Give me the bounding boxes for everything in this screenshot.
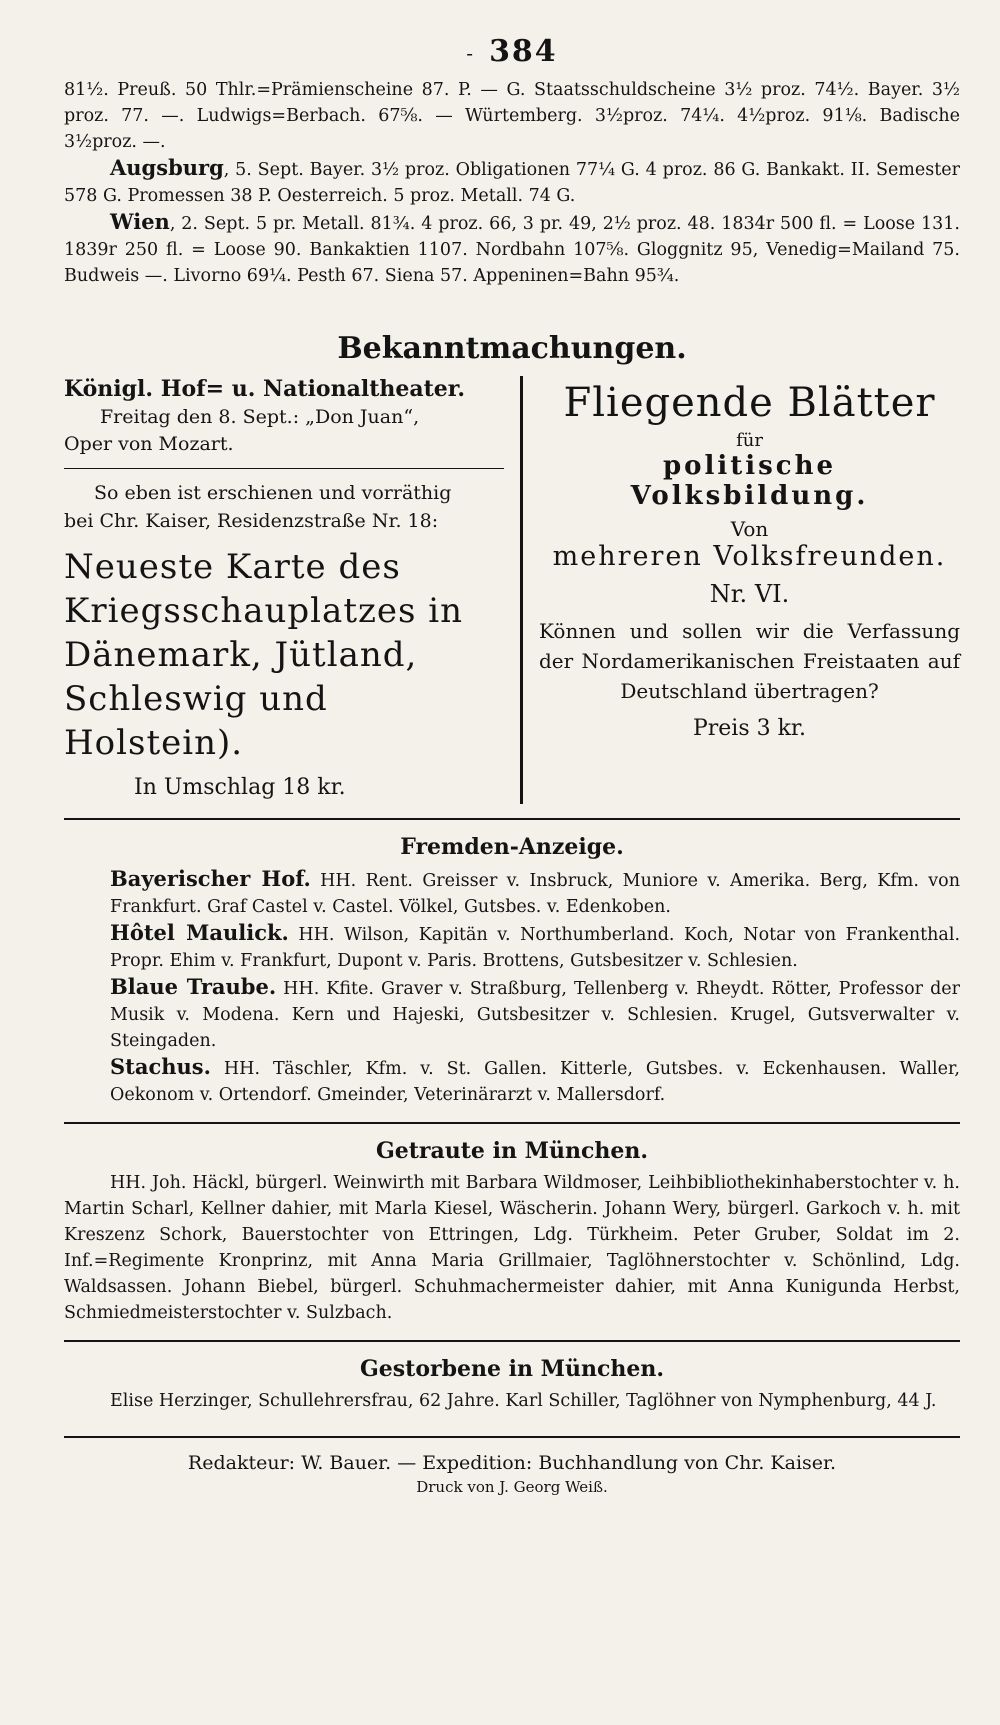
market-line-prussia: 81½. Preuß. 50 Thlr.=Prämienscheine 87. P. — G. Staatsschuldscheine 3½ proz. 74½. Bayer. 3½ proz. 77. —. Ludwigs=Berbach. 67⅝. — Würtemberg. 3½proz. 74¼. 4½proz. 91⅛. Badische 3½proz. —. <box>64 80 960 152</box>
list-item <box>64 866 960 920</box>
section-rule <box>64 818 960 820</box>
right-column <box>523 376 960 804</box>
announcements-title: Bekanntmachungen. <box>337 331 687 366</box>
list-item <box>64 974 960 1054</box>
guest-text: HH. Wilson, Kapitän v. Northumberland. Koch, Notar von Frankenthal. Propr. Ehim v. Frankfurt, Dupont v. Paris. Brottens, Gutsbesitzer v. Schlesien. <box>110 925 961 971</box>
footer-druck: Druck von J. Georg Weiß. <box>416 1478 608 1496</box>
getraute-title: Getraute in München. <box>375 1138 648 1164</box>
announcements-columns <box>64 376 960 804</box>
fliegende-subtitle: politische Volksbildung. <box>630 451 869 511</box>
guest-text: HH. Kfite. Graver v. Straßburg, Tellenberg v. Rheydt. Rötter, Professor der Musik v. Modena. Kern und Hajeski, Gutsbesitzer v. Schlesien. Krugel, Gutsverwalter v. Steingaden. <box>110 979 960 1051</box>
getraute-text: HH. Joh. Häckl, bürgerl. Weinwirth mit Barbara Wildmoser, Leihbibliothekinhaberstochter v. h. Martin Scharl, Kellner dahier, mit Marla Kiesel, Wäscherin. Johann Wery, bürgerl. Garkoch v. h. mit Kreszenz Schork, Bauerstochter von Ettringen, Ldg. Türkheim. Peter Gruber, Soldat im 2. Inf.=Regimente Kronprinz, mit Anna Maria Grillmaier, Taglöhnerstochter v. Schönlind, Ldg. Waldsassen. Johann Biebel, bürgerl. Schuhmachermeister dahier, mit Anna Kunigunda Herbst, Schmiedmeisterstochter v. Sulzbach. <box>64 1173 960 1323</box>
city-wien: Wien <box>110 209 170 234</box>
kaiser-line-1: So eben ist erschienen und vorräthig <box>94 482 452 504</box>
left-column <box>64 376 523 804</box>
list-item <box>64 1054 960 1108</box>
theater-line-2: Oper von Mozart. <box>64 433 234 455</box>
fliegende-price: Preis 3 kr. <box>692 716 807 741</box>
section-rule <box>64 1340 960 1342</box>
market-augsburg <box>64 155 960 209</box>
getraute-list <box>64 1170 960 1326</box>
market-wien <box>64 209 960 289</box>
section-rule <box>64 1122 960 1124</box>
gestorbene-title: Gestorbene in München. <box>359 1356 665 1382</box>
gestorbene-list <box>64 1388 960 1414</box>
page-number-dash: - <box>466 41 476 65</box>
kaiser-line-2: bei Chr. Kaiser, Residenzstraße Nr. 18: <box>64 510 439 532</box>
fremden-list <box>64 866 960 1108</box>
city-augsburg: Augsburg <box>110 155 224 180</box>
hotel-name: Hôtel Maulick. <box>110 920 289 945</box>
market-report <box>64 77 960 289</box>
fliegende-question: Können und sollen wir die Verfassung der Nordamerikanischen Freistaaten auf Deutschland übertragen? <box>539 619 960 703</box>
hotel-name: Stachus. <box>110 1054 211 1079</box>
guest-text: HH. Rent. Greisser v. Insbruck, Muniore v. Amerika. Berg, Kfm. von Frankfurt. Graf Castel v. Castel. Völkel, Gutsbes. v. Edenkoben. <box>110 871 960 917</box>
page-number <box>64 34 960 69</box>
list-item <box>64 920 960 974</box>
fliegende-von: Von <box>730 517 769 541</box>
fliegende-title: Fliegende Blätter <box>563 380 936 426</box>
theater-heading: Königl. Hof= u. Nationaltheater. <box>64 376 466 402</box>
fliegende-authors: mehreren Volksfreunden. <box>552 541 947 572</box>
fliegende-fuer: für <box>736 430 763 451</box>
guest-text: HH. Täschler, Kfm. v. St. Gallen. Kitterle, Gutsbes. v. Eckenhausen. Waller, Oekonom v. Ortendorf. Gmeinder, Veterinärarzt v. Mallersdorf. <box>110 1059 960 1105</box>
section-rule <box>64 1436 960 1438</box>
footer-redakteur: Redakteur: W. Bauer. — Expedition: Buchhandlung von Chr. Kaiser. <box>187 1452 837 1474</box>
fremden-title: Fremden-Anzeige. <box>400 834 624 860</box>
hotel-name: Blaue Traube. <box>110 974 277 999</box>
divider <box>64 468 504 469</box>
wien-text: , 2. Sept. 5 pr. Metall. 81¾. 4 proz. 66, 3 pr. 49, 2½ proz. 48. 1834r 500 fl. = Loose 131. 1839r 250 fl. = Loose 90. Bankaktien 1107. Nordbahn 107⅝. Gloggnitz 95, Venedig=Mailand 75. Budweis —. Livorno 69¼. Pesth 67. Siena 57. Appeninen=Bahn 95¾. <box>64 214 960 286</box>
map-title: Neueste Karte des Kriegsschauplatzes in Dänemark, Jütland, Schleswig und Holstein). <box>64 547 464 763</box>
augsburg-text: , 5. Sept. Bayer. 3½ proz. Obligationen 77¼ G. 4 proz. 86 G. Bankakt. II. Semester 578 G. Promessen 38 P. Oesterreich. 5 proz. Metall. 74 G. <box>64 160 960 206</box>
gestorbene-text: Elise Herzinger, Schullehrersfrau, 62 Jahre. Karl Schiller, Taglöhner von Nymphenburg, 44 J. <box>110 1391 937 1411</box>
fliegende-number: Nr. VI. <box>709 580 790 608</box>
theater-line-1: Freitag den 8. Sept.: „Don Juan“, <box>100 406 420 428</box>
hotel-name: Bayerischer Hof. <box>110 866 311 891</box>
kaiser-notice <box>64 479 504 535</box>
map-price: In Umschlag 18 kr. <box>134 775 346 800</box>
page-number-text: 384 <box>489 34 558 69</box>
